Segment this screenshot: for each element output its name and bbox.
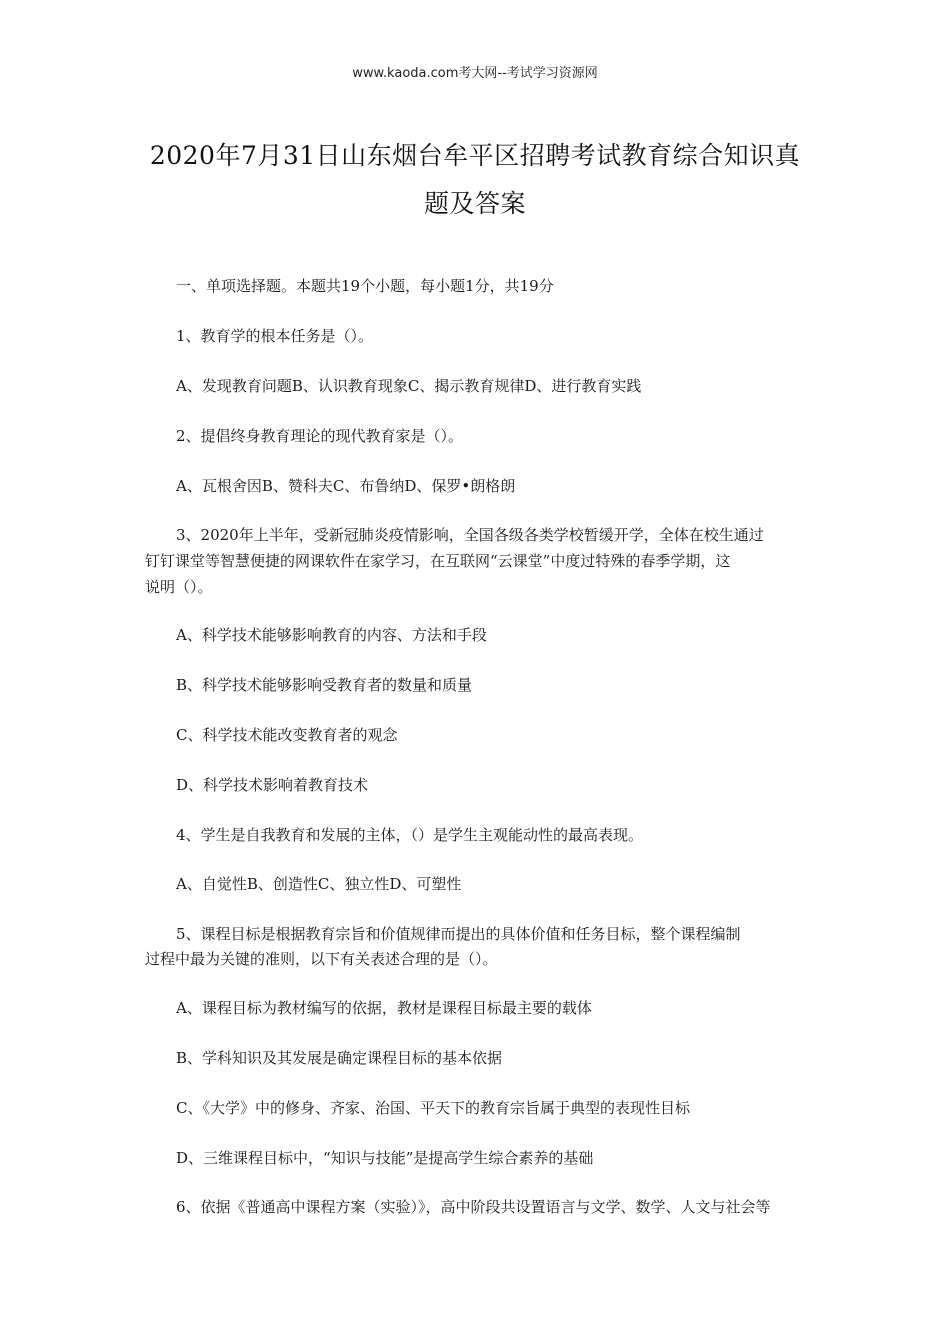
question-5-option-b: B、学科知识及其发展是确定课程目标的基本依据	[176, 1049, 503, 1067]
question-4-stem: 4、学生是自我教育和发展的主体，（）是学生主观能动性的最高表现。	[176, 826, 644, 844]
question-5-option-c: C、《大学》中的修身、齐家、治国、平天下的教育宗旨属于典型的表现性目标	[176, 1099, 690, 1117]
question-2-options: A、瓦根舍因B、赞科夫C、布鲁纳D、保罗•朗格朗	[176, 477, 516, 495]
question-5-option-d: D、三维课程目标中，“知识与技能”是提高学生综合素养的基础	[176, 1149, 594, 1167]
question-1-options: A、发现教育问题B、认识教育现象C、揭示教育规律D、进行教育实践	[176, 377, 642, 395]
question-5-stem-line-1: 5、课程目标是根据教育宗旨和价值规律而提出的具体价值和任务目标，整个课程编制	[176, 925, 741, 943]
question-5-option-a: A、课程目标为教材编写的依据，教材是课程目标最主要的载体	[176, 999, 592, 1017]
question-2-stem: 2、提倡终身教育理论的现代教育家是（）。	[176, 427, 464, 445]
document-title-line-1: 2020年7月31日山东烟台牟平区招聘考试教育综合知识真	[149, 141, 801, 170]
question-3-stem-line-2: 钉钉课堂等智慧便捷的网课软件在家学习，在互联网“云课堂”中度过特殊的春季学期，这	[145, 552, 731, 570]
document-title-line-2: 题及答案	[423, 189, 526, 218]
section-heading: 一、单项选择题。本题共19个小题，每小题1分，共19分	[176, 277, 554, 295]
page-header: www.kaoda.com考大网--考试学习资源网	[352, 66, 598, 81]
question-3-option-a: A、科学技术能够影响教育的内容、方法和手段	[176, 626, 487, 644]
question-3-option-c: C、科学技术能改变教育者的观念	[176, 726, 398, 744]
question-1-stem: 1、教育学的根本任务是（）。	[176, 327, 374, 345]
question-5-stem-line-2: 过程中最为关键的准则，以下有关表述合理的是（）。	[145, 950, 498, 968]
question-3-option-b: B、科学技术能够影响受教育者的数量和质量	[176, 676, 473, 694]
question-3-stem-line-3: 说明（）。	[145, 578, 213, 596]
question-6-stem-line-1: 6、依据《普通高中课程方案（实验）》，高中阶段共设置语言与文学、数学、人文与社会等	[176, 1198, 771, 1216]
question-4-options: A、自觉性B、创造性C、独立性D、可塑性	[176, 875, 462, 893]
question-3-stem-line-1: 3、2020年上半年，受新冠肺炎疫情影响，全国各级各类学校暂缓开学，全体在校生通过	[176, 526, 764, 544]
question-3-option-d: D、科学技术影响着教育技术	[176, 776, 369, 794]
